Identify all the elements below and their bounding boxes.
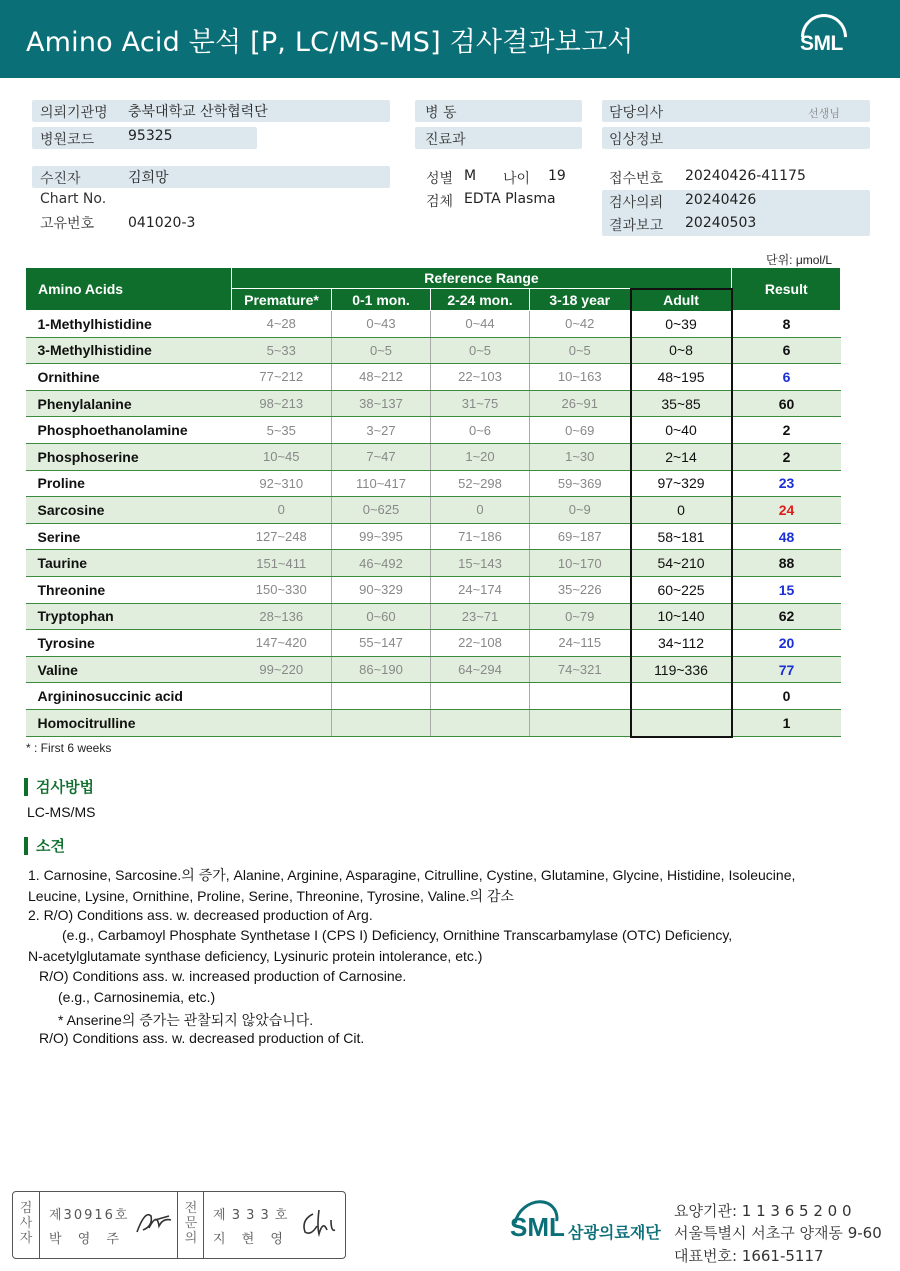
foundation-name: 삼광의료재단 xyxy=(568,1223,661,1242)
inspector-license: 제30916호 xyxy=(49,1208,130,1223)
result-value: 62 xyxy=(732,603,841,630)
method-text: LC-MS/MS xyxy=(27,804,96,820)
range-0-1-mon: 38~137 xyxy=(332,390,431,417)
inspector-signature-icon xyxy=(133,1206,175,1240)
range-3-18-year: 1~30 xyxy=(530,443,631,470)
range-0-1-mon: 7~47 xyxy=(332,443,431,470)
premature-range: 150~330 xyxy=(232,576,332,603)
range-0-1-mon: 0~43 xyxy=(332,311,431,338)
range-0-1-mon: 0~625 xyxy=(332,497,431,524)
table-row xyxy=(26,337,841,364)
result-value: 6 xyxy=(732,337,841,364)
patient-name: 김희망 xyxy=(128,170,169,186)
adult-range: 35~85 xyxy=(631,390,732,417)
range-3-18-year: 0~69 xyxy=(530,417,631,444)
premature-range: 127~248 xyxy=(232,523,332,550)
range-0-1-mon: 86~190 xyxy=(332,656,431,683)
range-2-24-mon: 0 xyxy=(431,497,530,524)
premature-range: 99~220 xyxy=(232,656,332,683)
table-row xyxy=(26,603,841,630)
finding-line: R/O) Conditions ass. w. increased production of Carnosine. xyxy=(39,968,407,984)
header-premature: Premature* xyxy=(232,289,332,311)
report-title: Amino Acid 분석 [P, LC/MS-MS] 검사결과보고서 xyxy=(26,27,634,58)
range-0-1-mon: 90~329 xyxy=(332,576,431,603)
patient-label: 수진자 xyxy=(40,171,81,187)
age-label: 나이 xyxy=(503,171,531,187)
amino-acid-name: Ornithine xyxy=(26,364,232,391)
result-value: 6 xyxy=(732,364,841,391)
header-amino-acids: Amino Acids xyxy=(26,268,232,311)
sex-value: M xyxy=(464,168,477,184)
range-2-24-mon: 22~108 xyxy=(431,630,530,657)
table-footnote: * : First 6 weeks xyxy=(26,741,112,755)
specialist-name: 지 현 영 xyxy=(213,1232,289,1247)
adult-range xyxy=(631,683,732,710)
amino-acid-name: 1-Methylhistidine xyxy=(26,311,232,338)
premature-range: 10~45 xyxy=(232,443,332,470)
adult-range xyxy=(631,709,732,736)
premature-range: 147~420 xyxy=(232,630,332,657)
range-2-24-mon xyxy=(431,683,530,710)
range-3-18-year: 24~115 xyxy=(530,630,631,657)
adult-range: 0~39 xyxy=(631,311,732,338)
range-3-18-year: 10~163 xyxy=(530,364,631,391)
sex-label: 성별 xyxy=(426,171,454,187)
adult-range: 0~8 xyxy=(631,337,732,364)
institution-value: 충북대학교 산학협력단 xyxy=(128,104,268,120)
header-0-1-mon: 0-1 mon. xyxy=(332,289,431,311)
range-2-24-mon: 23~71 xyxy=(431,603,530,630)
unique-no-label: 고유번호 xyxy=(40,216,95,232)
receipt-label: 접수번호 xyxy=(609,171,664,187)
range-0-1-mon: 99~395 xyxy=(332,523,431,550)
unique-no-value: 041020-3 xyxy=(128,215,196,231)
inspector-label: 검사자 xyxy=(19,1201,33,1246)
adult-range: 0 xyxy=(631,497,732,524)
result-value: 23 xyxy=(732,470,841,497)
premature-range: 5~33 xyxy=(232,337,332,364)
range-2-24-mon xyxy=(431,709,530,736)
header-adult: Adult xyxy=(631,289,732,311)
finding-line: (e.g., Carbamoyl Phosphate Synthetase I (CPS I) Deficiency, Ornithine Transcarbamylase (OTC) Deficiency, xyxy=(62,927,733,943)
adult-range: 97~329 xyxy=(631,470,732,497)
adult-range: 48~195 xyxy=(631,364,732,391)
amino-acid-name: Tyrosine xyxy=(26,630,232,657)
range-3-18-year: 69~187 xyxy=(530,523,631,550)
range-0-1-mon: 0~5 xyxy=(332,337,431,364)
range-0-1-mon: 110~417 xyxy=(332,470,431,497)
header-reference-range: Reference Range xyxy=(232,268,732,289)
range-2-24-mon: 24~174 xyxy=(431,576,530,603)
range-2-24-mon: 22~103 xyxy=(431,364,530,391)
header-3-18-year: 3-18 year xyxy=(530,289,631,311)
foundation-logo: SML 삼광의료재단 xyxy=(510,1200,660,1252)
result-value: 0 xyxy=(732,683,841,710)
doctor-suffix: 선생님 xyxy=(808,107,840,120)
report-date: 20240503 xyxy=(685,215,757,231)
amino-acid-name: Serine xyxy=(26,523,232,550)
table-row xyxy=(26,390,841,417)
table-row xyxy=(26,576,841,603)
finding-line: Leucine, Lysine, Ornithine, Proline, Serine, Threonine, Tyrosine, Valine.의 감소 xyxy=(28,888,514,904)
finding-line: N-acetylglutamate synthase deficiency, Lysinuric protein intolerance, etc.) xyxy=(28,948,483,964)
result-value: 60 xyxy=(732,390,841,417)
header-result: Result xyxy=(732,268,841,311)
finding-line: 2. R/O) Conditions ass. w. decreased production of Arg. xyxy=(28,907,373,923)
amino-acid-name: Argininosuccinic acid xyxy=(26,683,232,710)
table-row xyxy=(26,364,841,391)
result-value: 77 xyxy=(732,656,841,683)
premature-range: 98~213 xyxy=(232,390,332,417)
result-value: 2 xyxy=(732,417,841,444)
clinical-label: 임상정보 xyxy=(609,132,664,148)
amino-acid-name: Sarcosine xyxy=(26,497,232,524)
table-row xyxy=(26,497,841,524)
result-value: 88 xyxy=(732,550,841,577)
report-label: 결과보고 xyxy=(609,218,664,234)
address: 서울특별시 서초구 양재동 9-60 xyxy=(674,1224,882,1242)
range-0-1-mon: 0~60 xyxy=(332,603,431,630)
premature-range xyxy=(232,709,332,736)
premature-range: 151~411 xyxy=(232,550,332,577)
table-row xyxy=(26,417,841,444)
patient-box xyxy=(32,166,390,188)
range-3-18-year: 0~9 xyxy=(530,497,631,524)
table-row xyxy=(26,443,841,470)
unit-label: 단위: μmol/L xyxy=(766,253,833,267)
report-header xyxy=(0,0,900,78)
table-row xyxy=(26,709,841,736)
table-row xyxy=(26,656,841,683)
finding-line: (e.g., Carnosinemia, etc.) xyxy=(58,989,216,1005)
institution-label: 의뢰기관명 xyxy=(40,105,108,121)
range-3-18-year: 0~5 xyxy=(530,337,631,364)
range-3-18-year xyxy=(530,709,631,736)
adult-range: 0~40 xyxy=(631,417,732,444)
request-date: 20240426 xyxy=(685,192,757,208)
request-label: 검사의뢰 xyxy=(609,195,664,211)
range-2-24-mon: 71~186 xyxy=(431,523,530,550)
premature-range xyxy=(232,683,332,710)
range-0-1-mon: 3~27 xyxy=(332,417,431,444)
finding-line: R/O) Conditions ass. w. decreased production of Cit. xyxy=(39,1030,365,1046)
range-3-18-year: 0~79 xyxy=(530,603,631,630)
specialist-label: 전문의 xyxy=(184,1201,198,1246)
amino-acid-name: Tryptophan xyxy=(26,603,232,630)
range-2-24-mon: 52~298 xyxy=(431,470,530,497)
table-row xyxy=(26,683,841,710)
hospital-code-label: 병원코드 xyxy=(40,132,95,148)
finding-line: * Anserine의 증가는 관찰되지 않았습니다. xyxy=(58,1012,314,1028)
range-0-1-mon xyxy=(332,683,431,710)
range-3-18-year: 59~369 xyxy=(530,470,631,497)
range-3-18-year xyxy=(530,683,631,710)
amino-acid-name: Proline xyxy=(26,470,232,497)
adult-range: 34~112 xyxy=(631,630,732,657)
range-3-18-year: 74~321 xyxy=(530,656,631,683)
amino-acid-name: Phosphoethanolamine xyxy=(26,417,232,444)
adult-range: 119~336 xyxy=(631,656,732,683)
specialist-license: 제 3 3 3 호 xyxy=(213,1208,289,1223)
adult-range: 10~140 xyxy=(631,603,732,630)
range-0-1-mon: 48~212 xyxy=(332,364,431,391)
range-3-18-year: 35~226 xyxy=(530,576,631,603)
range-0-1-mon: 46~492 xyxy=(332,550,431,577)
header-2-24-mon: 2-24 mon. xyxy=(431,289,530,311)
amino-acid-name: Taurine xyxy=(26,550,232,577)
result-value: 1 xyxy=(732,709,841,736)
sml-logo: SML xyxy=(796,14,854,64)
table-row xyxy=(26,550,841,577)
amino-acid-name: Threonine xyxy=(26,576,232,603)
premature-range: 4~28 xyxy=(232,311,332,338)
result-value: 48 xyxy=(732,523,841,550)
range-2-24-mon: 0~44 xyxy=(431,311,530,338)
premature-range: 28~136 xyxy=(232,603,332,630)
chart-label: Chart No. xyxy=(40,191,107,207)
range-3-18-year: 10~170 xyxy=(530,550,631,577)
result-value: 24 xyxy=(732,497,841,524)
range-2-24-mon: 0~6 xyxy=(431,417,530,444)
phone-number: 대표번호: 1661-5117 xyxy=(674,1247,824,1265)
finding-line: 1. Carnosine, Sarcosine.의 증가, Alanine, Arginine, Asparagine, Citrulline, Cystine, Glutamine, Glycine, Histidine, Isoleucine, xyxy=(28,867,796,883)
dept-label: 진료과 xyxy=(425,132,466,148)
amino-acid-name: 3-Methylhistidine xyxy=(26,337,232,364)
table-row xyxy=(26,630,841,657)
specimen-label: 검체 xyxy=(426,194,454,210)
agency-number: 요양기관: 1 1 3 6 5 2 0 0 xyxy=(674,1202,852,1220)
ward-label: 병 동 xyxy=(425,105,457,121)
premature-range: 77~212 xyxy=(232,364,332,391)
premature-range: 0 xyxy=(232,497,332,524)
adult-range: 2~14 xyxy=(631,443,732,470)
range-2-24-mon: 15~143 xyxy=(431,550,530,577)
receipt-value: 20240426-41175 xyxy=(685,168,806,184)
adult-range: 58~181 xyxy=(631,523,732,550)
method-heading: 검사방법 xyxy=(24,778,94,796)
range-2-24-mon: 31~75 xyxy=(431,390,530,417)
signature-box xyxy=(12,1191,346,1259)
range-0-1-mon: 55~147 xyxy=(332,630,431,657)
amino-acid-name: Homocitrulline xyxy=(26,709,232,736)
premature-range: 92~310 xyxy=(232,470,332,497)
range-0-1-mon xyxy=(332,709,431,736)
range-3-18-year: 26~91 xyxy=(530,390,631,417)
range-2-24-mon: 1~20 xyxy=(431,443,530,470)
findings-heading: 소견 xyxy=(24,837,65,855)
table-row xyxy=(26,523,841,550)
specimen-value: EDTA Plasma xyxy=(464,191,556,207)
premature-range: 5~35 xyxy=(232,417,332,444)
range-2-24-mon: 64~294 xyxy=(431,656,530,683)
table-row xyxy=(26,311,841,338)
specialist-signature-icon xyxy=(297,1206,341,1240)
range-3-18-year: 0~42 xyxy=(530,311,631,338)
amino-acid-name: Phenylalanine xyxy=(26,390,232,417)
amino-acid-name: Valine xyxy=(26,656,232,683)
adult-range: 60~225 xyxy=(631,576,732,603)
adult-range: 54~210 xyxy=(631,550,732,577)
table-row xyxy=(26,470,841,497)
result-value: 20 xyxy=(732,630,841,657)
amino-acid-table xyxy=(25,267,841,738)
inspector-name: 박 영 주 xyxy=(49,1232,125,1247)
result-value: 2 xyxy=(732,443,841,470)
result-value: 8 xyxy=(732,311,841,338)
result-value: 15 xyxy=(732,576,841,603)
range-2-24-mon: 0~5 xyxy=(431,337,530,364)
amino-acid-name: Phosphoserine xyxy=(26,443,232,470)
doctor-label: 담당의사 xyxy=(609,105,664,121)
age-value: 19 xyxy=(548,168,566,184)
hospital-code-value: 95325 xyxy=(128,128,173,144)
